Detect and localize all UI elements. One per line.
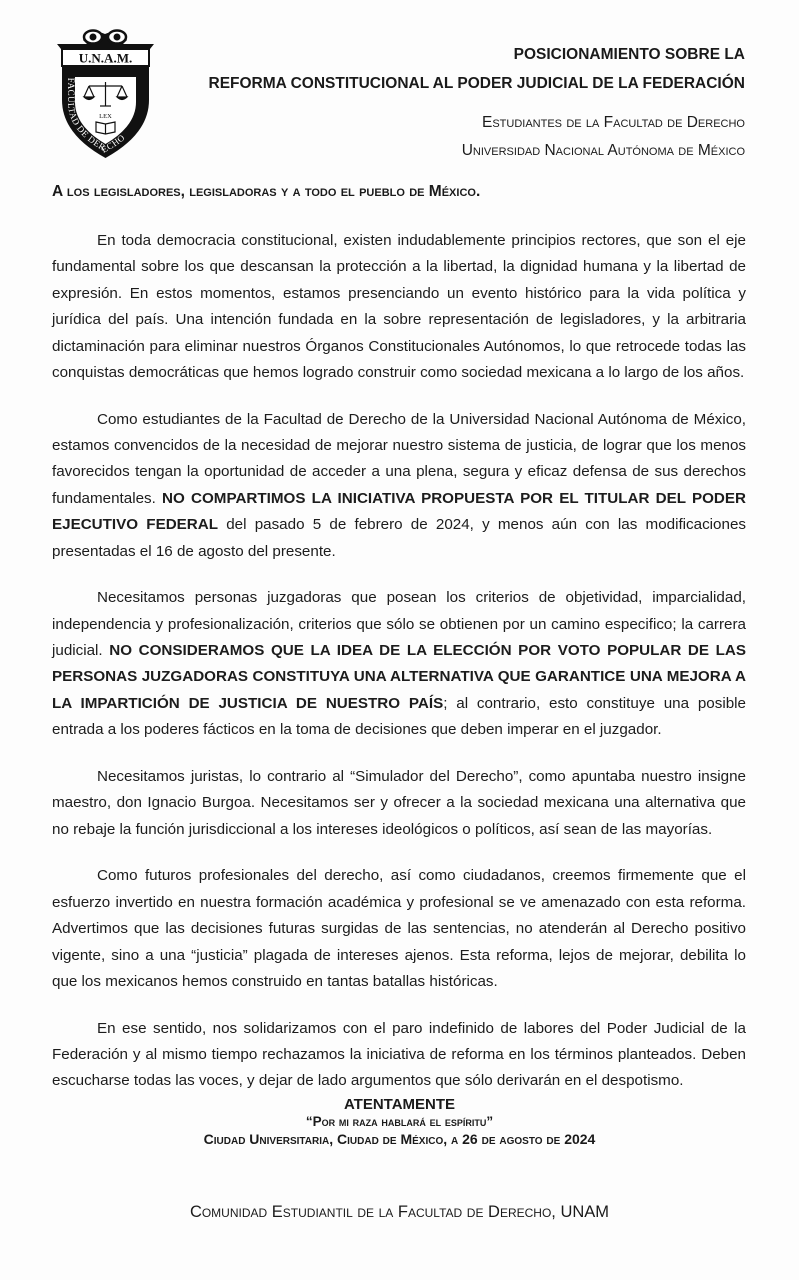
document-title: [209, 40, 746, 98]
logo-ring-text: FACULTAD DE DERECHO: [65, 77, 127, 155]
paragraph-5: Como futuros profesionales del derecho, así como ciudadanos, creemos firmemente que el esfuerzo invertido en nuestra formación académica y profesional se ve amenazado con esta reforma. Advertimos que las decisiones futuras surgidas de las sentencias, no atenderán al Derecho positivo vigente, sino a una “justicia” plagada de intereses ajenos. Esta reforma, lejos de mejorar, debilita lo que los mexicanos hemos construido en tantas batallas históricas.: [52, 867, 746, 990]
owl-eyes-icon: [83, 31, 127, 45]
logo-acronym: U.N.A.M.: [78, 50, 133, 66]
title-line-1: POSICIONAMIENTO SOBRE LA: [513, 46, 745, 63]
paragraph-2-text-before: Como estudiantes de la Facultad de Derecho de la Universidad Nacional Autónoma de México, estamos convencidos de la necesidad de mejorar nuestro sistema de justicia, de lograr que los menos favorecidos tengan la oportunidad de acceder a una plena, segura y eficaz defensa de sus derechos fundamentales.: [52, 410, 746, 507]
paragraph-2: [52, 407, 746, 565]
closing-place-date: Ciudad Universitaria, Ciudad de México, a 26 de agosto de 2024: [203, 1131, 596, 1147]
paragraph-6: En ese sentido, nos solidarizamos con el paro indefinido de labores del Poder Judicial de la Federación y al mismo tiempo rechazamos la iniciativa de reforma en los términos planteados. Deben escucharse todas las voces, y dejar de lado argumentos que sólo derivarán en el despotismo.: [52, 1019, 746, 1090]
addressee-heading: A los legisladores, legisladoras y a todo el pueblo de México.: [52, 183, 481, 200]
subtitle-line-2: Universidad Nacional Autónoma de México: [461, 142, 745, 159]
document-authors: [462, 109, 745, 165]
paragraph-2-bold: NO COMPARTIMOS LA INICIATIVA PROPUESTA POR EL TITULAR DEL PODER EJECUTIVO FEDERAL: [52, 489, 746, 534]
paragraph-3-text-before: Necesitamos personas juzgadoras que posean los criterios de objetividad, imparcialidad, independencia y profesionalización, criterios que sólo se obtienen por un camino especifico; la carrera judicial.: [52, 589, 746, 660]
signature: Comunidad Estudiantil de la Facultad de Derecho, UNAM: [189, 1203, 610, 1221]
logo-motto: LEX: [99, 113, 112, 120]
paragraph-3-bold: NO CONSIDERAMOS QUE LA IDEA DE LA ELECCIÓN POR VOTO POPULAR DE LAS PERSONAS JUZGADORAS CONSTITUYA UNA ALTERNATIVA QUE GARANTICE UNA MEJORA A LA IMPARTICIÓN DE JUSTICIA DE NUESTRO PAÍS: [52, 642, 747, 712]
closing-motto: “Por mi raza hablará el espíritu”: [305, 1114, 494, 1129]
paragraph-2-text-after: del pasado 5 de febrero de 2024, y menos aún con las modificaciones presentadas el 16 de agosto del presente.: [52, 516, 746, 560]
closing-block: [0, 1096, 799, 1149]
unam-law-faculty-shield-icon: [53, 22, 158, 162]
title-line-2: REFORMA CONSTITUCIONAL AL PODER JUDICIAL DE LA FEDERACIÓN: [208, 75, 745, 92]
paragraph-3: [52, 585, 746, 743]
paragraph-1: En toda democracia constitucional, existen indudablemente principios rectores, que son el eje fundamental sobre los que descansan la protección a la libertad, la dignidad humana y la libertad de expresión. En estos momentos, estamos presenciando un evento histórico para la vida política y jurídica del país. Una intención fundada en la sobre representación de legisladores, y la arbitraria dictaminación para eliminar nuestros Órganos Constitucionales Autónomos, lo que retrocede todas las conquistas democráticas que hemos logrado construir como sociedad mexicana a lo largo de los años.: [52, 232, 746, 382]
closing-salutation: ATENTAMENTE: [343, 1096, 456, 1113]
open-book-icon: [96, 122, 115, 134]
subtitle-line-1: Estudiantes de la Facultad de Derecho: [482, 114, 745, 131]
paragraph-3-text-after: ; al contrario, esto constituye una posible entrada a los poderes fácticos en la toma de decisiones que deben imperar en el juzgador.: [52, 694, 746, 739]
shield-graphic: [53, 22, 158, 162]
paragraph-4: Necesitamos juristas, lo contrario al “Simulador del Derecho”, como apuntaba nuestro insigne maestro, don Ignacio Burgoa. Necesitamos ser y ofrecer a la sociedad mexicana una alternativa que no rebaje la función jurisdiccional a los intereses ideológicos o políticos, así sean de las mayorías.: [52, 767, 746, 838]
document-body: [52, 228, 746, 1115]
